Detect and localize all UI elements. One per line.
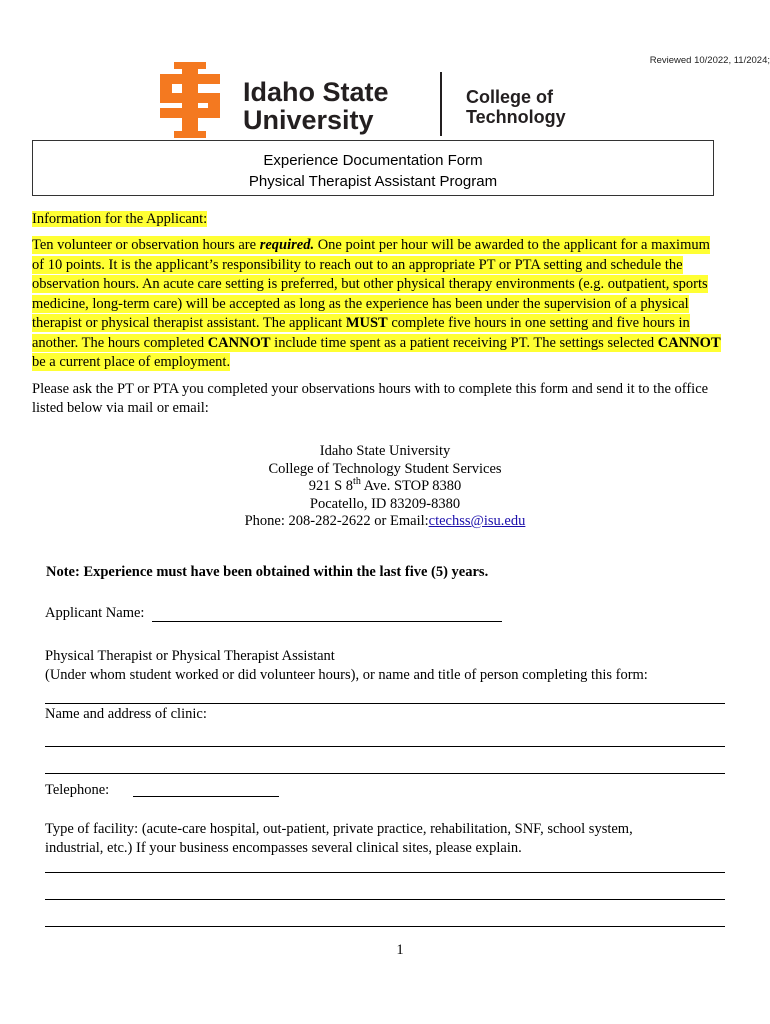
college-name [466, 87, 566, 127]
address-street: 921 S 8 [308, 478, 354, 494]
address-ordinal: th [353, 476, 361, 487]
pt-label: Physical Therapist or Physical Therapist Assistant [45, 648, 335, 664]
university-name-line1: Idaho State [243, 77, 389, 107]
info-label [32, 209, 207, 229]
pt-name-field[interactable] [45, 703, 725, 704]
address-line3 [0, 478, 770, 496]
info-label-text: Information for the Applicant: [32, 211, 208, 227]
mailing-address [0, 443, 770, 531]
info-text-5: be a current place of employment. [32, 354, 231, 370]
college-name-line1: College of [466, 87, 554, 107]
applicant-name-field[interactable] [152, 605, 502, 622]
note-text: Note: Experience must have been obtained within the last five (5) years. [46, 564, 489, 580]
phone-text: Phone: 208-282-2622 or Email: [244, 513, 429, 529]
info-cannot-1: CANNOT [207, 334, 271, 351]
telephone-field[interactable] [133, 780, 279, 797]
form-subtitle: Physical Therapist Assistant Program [248, 173, 498, 190]
facility-field-3[interactable] [45, 926, 725, 927]
info-cannot-2: CANNOT [657, 334, 721, 351]
info-text-2: One point per hour will be awarded to the applicant for a maximum of 10 points. It is the applicant’s responsibility to reach out to an appropriate PT or PTA setting and schedule the observation hours. An acute care setting is preferred, but other physical therapy environments (e.g. outpatient, sports medicine, long-term care) will be accepted as long as the experience has been under the supervision of a physical therapist or physical therapist assistant. The applicant [32, 237, 710, 331]
logo-divider [440, 72, 442, 136]
address-contact [0, 513, 770, 531]
clinic-address-field-1[interactable] [45, 746, 725, 747]
info-text-3: complete five hours in one setting and five hours in another. The hours completed [32, 315, 690, 351]
clinic-address-field-2[interactable] [45, 773, 725, 774]
facility-sublabel: industrial, etc.) If your business encompasses several clinical sites, please explain. [45, 840, 522, 856]
university-name [243, 78, 389, 134]
clinic-label: Name and address of clinic: [45, 706, 207, 722]
info-required: required. [259, 237, 315, 253]
info-paragraph [32, 236, 722, 373]
address-street-rest: Ave. STOP 8380 [360, 478, 462, 494]
instructions-text: Please ask the PT or PTA you completed your observations hours with to complete this form and send it to the office listed below via mail or email: [32, 381, 709, 416]
university-name-line2: University [243, 105, 374, 135]
facility-field-2[interactable] [45, 899, 725, 900]
address-line1: Idaho State University [319, 443, 451, 459]
page-number: 1 [396, 942, 404, 958]
email-link[interactable]: ctechss@isu.edu [428, 513, 526, 529]
info-text-4: include time spent as a patient receiving PT. The settings selected [270, 334, 658, 351]
form-title: Experience Documentation Form [263, 152, 483, 169]
applicant-name-label: Applicant Name: [45, 605, 145, 621]
review-date: Reviewed 10/2022, 11/2024; [649, 55, 770, 66]
facility-label: Type of facility: (acute-care hospital, out-patient, private practice, rehabilitation, SNF, school system, [45, 821, 633, 837]
college-name-line2: Technology [466, 107, 566, 127]
info-paragraph-highlight [32, 236, 721, 371]
form-title-box [32, 140, 714, 196]
isu-logo-icon [160, 62, 220, 138]
address-line2: College of Technology Student Services [268, 460, 502, 477]
telephone-label: Telephone: [45, 782, 110, 798]
facility-field-1[interactable] [45, 872, 725, 873]
info-must: MUST [345, 315, 388, 331]
address-line4: Pocatello, ID 83209-8380 [309, 495, 461, 512]
info-text-1: Ten volunteer or observation hours are [32, 237, 260, 253]
pt-sublabel: (Under whom student worked or did volunteer hours), or name and title of person completing this form: [45, 667, 648, 683]
